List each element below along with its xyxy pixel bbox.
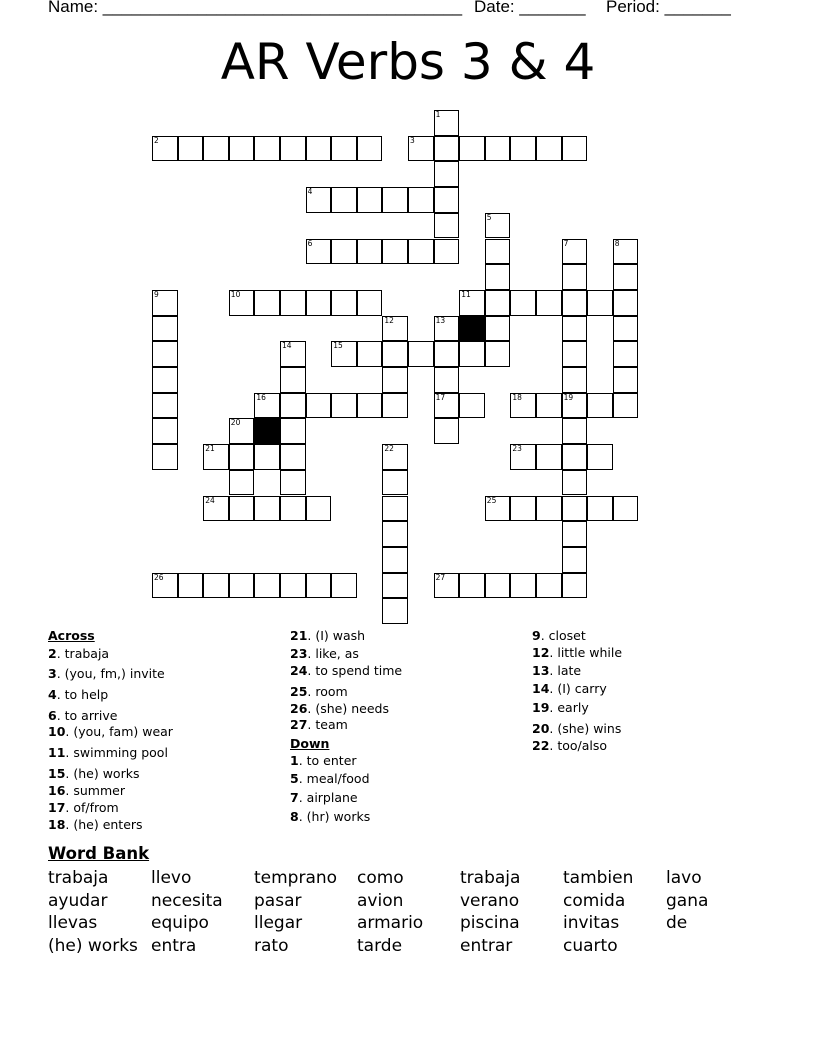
grid-cell[interactable] [152,316,178,342]
grid-cell[interactable] [229,573,255,599]
word-bank-word: tarde [357,935,403,956]
grid-cell[interactable] [562,470,588,496]
grid-cell[interactable] [434,187,460,213]
grid-cell[interactable] [536,573,562,599]
word-bank-word: llevas [48,913,98,933]
grid-cell[interactable] [587,444,613,470]
clue-item: 11. swimming pool [48,745,168,760]
grid-cell[interactable] [613,290,639,316]
clue-item: 9. closet [532,628,586,643]
word-bank-word: tambien [563,868,634,888]
clue-item-number: 7 [290,790,299,805]
clue-item-text: to arrive [64,708,118,723]
clue-item-text: late [557,663,582,678]
clue-number: 12 [384,315,394,325]
grid-cell[interactable] [434,213,460,239]
grid-cell[interactable] [536,444,562,470]
clue-item-text: (she) wins [557,721,622,736]
word-bank-word: (he) works [48,935,138,956]
grid-cell[interactable] [434,573,460,599]
clue-number: 11 [461,289,471,299]
clue-number: 4 [307,187,313,197]
grid-cell[interactable] [459,573,485,599]
clue-item-number: 27 [290,717,308,732]
clue-number: 23 [512,444,522,454]
clue-item: 17. of/from [48,800,119,815]
word-bank-word: trabaja [460,868,521,888]
word-bank-word: como [357,868,404,888]
clue-number: 15 [333,341,343,351]
grid-cell[interactable] [485,136,511,162]
clue-item-number: 26 [290,701,308,716]
grid-cell[interactable] [229,444,255,470]
grid-cell[interactable] [536,136,562,162]
clue-item-text: airplane [306,790,358,805]
clue-number: 1 [435,110,441,119]
clue-item-number: 11 [48,745,66,760]
clue-item-number: 22 [532,738,550,753]
word-bank-word: ayudar [48,890,108,911]
word-bank-word: de [666,913,688,933]
clue-item: 5. meal/food [290,771,370,786]
clue-item-number: 1 [290,753,299,768]
clue-item: 6. to arrive [48,708,118,723]
grid-cell[interactable] [280,290,306,316]
clue-number: 6 [307,238,313,248]
clue-item-number: 3 [48,666,57,681]
word-bank-word: armario [357,913,424,933]
grid-cell[interactable] [562,341,588,367]
grid-cell[interactable] [562,573,588,599]
grid-cell[interactable] [434,110,460,136]
grid-cell[interactable] [485,573,511,599]
grid-cell[interactable] [382,496,408,522]
clue-number: 25 [486,495,497,505]
clue-item-text: to spend time [315,663,403,678]
clue-item-text: (I) wash [315,628,366,643]
word-bank-word: verano [460,890,520,911]
clue-number: 17 [435,392,446,402]
grid-cell[interactable] [485,496,511,522]
word-bank-word: entra [151,935,197,956]
grid-cell[interactable] [536,496,562,522]
black-square [459,316,485,342]
clue-number: 13 [435,315,446,325]
word-bank-word: piscina [460,913,520,933]
clue-item: 4. to help [48,687,109,702]
grid-cell[interactable] [408,239,434,265]
grid-cell[interactable] [331,393,357,419]
grid-cell[interactable] [562,521,588,547]
clue-number: 16 [256,392,266,402]
clue-item-number: 24 [290,663,308,678]
grid-cell[interactable] [485,290,511,316]
clue-item-text: too/also [557,738,608,753]
clue-item-text: team [315,717,348,732]
clue-item-number: 21 [290,628,308,643]
clue-number: 5 [486,212,492,222]
word-bank-word: cuarto [563,935,618,956]
clue-number: 8 [614,238,620,248]
word-bank-word: comida [563,890,626,911]
grid-cell[interactable] [613,264,639,290]
clue-item: 1. to enter [290,753,357,768]
grid-cell[interactable] [331,136,357,162]
grid-cell[interactable] [510,496,536,522]
word-bank-word: entrar [460,935,513,956]
grid-cell[interactable] [254,573,280,599]
word-bank-word: necesita [151,890,223,911]
grid-cell[interactable] [562,367,588,393]
grid-cell[interactable] [306,136,332,162]
grid-cell[interactable] [434,341,460,367]
clue-number: 18 [512,392,522,402]
clue-number: 14 [282,341,292,351]
word-bank-word: llevo [151,868,192,888]
grid-cell[interactable] [562,418,588,444]
grid-cell[interactable] [280,573,306,599]
grid-cell[interactable] [229,496,255,522]
clue-number: 7 [563,238,569,248]
grid-cell[interactable] [434,393,460,419]
grid-cell[interactable] [331,290,357,316]
grid-cell[interactable] [434,239,460,265]
grid-cell[interactable] [382,521,408,547]
clue-item-number: 4 [48,687,57,702]
clue-number: 22 [384,444,394,454]
clue-item: 25. room [290,684,348,699]
grid-cell[interactable] [459,290,485,316]
grid-cell[interactable] [382,367,408,393]
grid-cell[interactable] [434,161,460,187]
grid-cell[interactable] [562,393,588,419]
clue-item-text: early [557,700,589,715]
grid-cell[interactable] [357,136,383,162]
grid-cell[interactable] [510,573,536,599]
clue-item-text: closet [548,628,586,643]
grid-cell[interactable] [613,316,639,342]
grid-cell[interactable] [485,341,511,367]
word-bank-word: equipo [151,913,209,933]
grid-cell[interactable] [408,341,434,367]
grid-cell[interactable] [382,444,408,470]
clue-item: 19. early [532,700,589,715]
word-bank-title: Word Bank [48,844,150,863]
grid-cell[interactable] [613,393,639,419]
grid-cell[interactable] [562,290,588,316]
clue-item: 13. late [532,663,582,678]
grid-cell[interactable] [587,496,613,522]
grid-cell[interactable] [459,341,485,367]
clue-item-number: 23 [290,646,308,661]
clue-item-text: of/from [73,800,119,815]
clue-item-text: (I) carry [557,681,607,696]
clue-item-text: swimming pool [73,745,168,760]
clue-item-number: 6 [48,708,57,723]
grid-cell[interactable] [280,136,306,162]
name-field[interactable]: Name: ______________________________________ [48,0,463,16]
clue-item-number: 10 [48,724,66,739]
grid-cell[interactable] [562,264,588,290]
grid-cell[interactable] [152,136,178,162]
grid-cell[interactable] [203,444,229,470]
clue-item: 18. (he) enters [48,817,143,832]
grid-cell[interactable] [280,470,306,496]
clue-item: 22. too/also [532,738,608,753]
clue-number: 21 [205,444,215,454]
word-bank-word: avion [357,890,404,911]
grid-cell[interactable] [280,444,306,470]
clue-item-text: (you, fm,) invite [64,666,165,681]
grid-cell[interactable] [434,367,460,393]
grid-cell[interactable] [357,239,383,265]
clue-number: 26 [154,572,164,582]
clue-number: 3 [410,135,415,145]
grid-cell[interactable] [280,393,306,419]
clue-item: 23. like, as [290,646,359,661]
clue-item-number: 14 [532,681,550,696]
clue-item-text: (hr) works [306,809,371,824]
grid-cell[interactable] [306,496,332,522]
grid-cell[interactable] [280,496,306,522]
clue-item-number: 19 [532,700,550,715]
grid-cell[interactable] [152,290,178,316]
black-square [254,418,280,444]
clue-item-text: (he) enters [73,817,143,832]
word-bank-word: invitas [563,913,620,933]
grid-cell[interactable] [357,187,383,213]
grid-cell[interactable] [331,341,357,367]
word-bank-word: rato [254,935,289,956]
grid-cell[interactable] [536,290,562,316]
grid-cell[interactable] [254,496,280,522]
word-bank-word: temprano [254,868,338,888]
clue-item: 3. (you, fm,) invite [48,666,165,681]
clue-item-text: little while [557,645,623,660]
clue-item: 27. team [290,717,348,732]
grid-cell[interactable] [152,573,178,599]
date-field[interactable]: Date: _______ [474,0,586,16]
grid-cell[interactable] [459,136,485,162]
clue-heading: Across [48,628,95,643]
grid-cell[interactable] [434,316,460,342]
clue-item-text: trabaja [64,646,110,661]
grid-cell[interactable] [587,290,613,316]
grid-cell[interactable] [562,136,588,162]
clue-number: 27 [435,572,446,582]
grid-cell[interactable] [382,573,408,599]
clue-item-number: 18 [48,817,66,832]
grid-cell[interactable] [382,470,408,496]
clue-number: 9 [154,289,159,299]
word-bank-word: gana [666,890,709,911]
grid-cell[interactable] [485,213,511,239]
grid-cell[interactable] [229,418,255,444]
clue-item: 12. little while [532,645,623,660]
clue-item: 20. (she) wins [532,721,622,736]
grid-cell[interactable] [382,239,408,265]
clue-item: 21. (I) wash [290,628,366,643]
grid-cell[interactable] [434,136,460,162]
clue-item-text: room [315,684,348,699]
clue-item-number: 5 [290,771,299,786]
grid-cell[interactable] [382,187,408,213]
grid-cell[interactable] [306,239,332,265]
grid-cell[interactable] [306,290,332,316]
grid-cell[interactable] [203,573,229,599]
clue-number: 10 [230,289,241,299]
clue-item-number: 20 [532,721,550,736]
grid-cell[interactable] [254,444,280,470]
grid-cell[interactable] [254,393,280,419]
grid-cell[interactable] [331,187,357,213]
grid-cell[interactable] [357,290,383,316]
grid-cell[interactable] [331,573,357,599]
grid-cell[interactable] [562,444,588,470]
clue-item-number: 9 [532,628,541,643]
word-bank-word: pasar [254,890,302,911]
word-bank-word: trabaja [48,868,109,888]
clue-item: 24. to spend time [290,663,403,678]
grid-cell[interactable] [306,573,332,599]
clue-item: 10. (you, fam) wear [48,724,173,739]
grid-cell[interactable] [280,418,306,444]
grid-cell[interactable] [229,470,255,496]
grid-cell[interactable] [510,136,536,162]
grid-cell[interactable] [510,444,536,470]
grid-cell[interactable] [562,316,588,342]
grid-cell[interactable] [613,367,639,393]
page-title: AR Verbs 3 & 4 [220,33,596,91]
grid-cell[interactable] [459,393,485,419]
grid-cell[interactable] [562,496,588,522]
clue-number: 20 [230,418,241,428]
grid-cell[interactable] [536,393,562,419]
grid-cell[interactable] [510,393,536,419]
clue-item: 16. summer [48,783,125,798]
grid-cell[interactable] [331,239,357,265]
clue-item-text: like, as [315,646,359,661]
grid-cell[interactable] [382,341,408,367]
grid-cell[interactable] [382,598,408,624]
clue-item-number: 15 [48,766,66,781]
grid-cell[interactable] [485,264,511,290]
grid-cell[interactable] [382,547,408,573]
grid-cell[interactable] [203,136,229,162]
grid-cell[interactable] [152,393,178,419]
grid-cell[interactable] [306,187,332,213]
clue-number: 24 [205,495,215,505]
clue-item: 8. (hr) works [290,809,371,824]
clue-item-text: to help [64,687,109,702]
grid-cell[interactable] [229,136,255,162]
clue-item-number: 8 [290,809,299,824]
grid-cell[interactable] [229,290,255,316]
grid-cell[interactable] [357,341,383,367]
clue-item-number: 13 [532,663,550,678]
clue-item: 26. (she) needs [290,701,389,716]
clue-item-number: 2 [48,646,57,661]
grid-cell[interactable] [562,547,588,573]
grid-cell[interactable] [485,316,511,342]
clue-item-text: (she) needs [315,701,389,716]
clue-item: 14. (I) carry [532,681,607,696]
grid-cell[interactable] [203,496,229,522]
grid-cell[interactable] [306,393,332,419]
clue-item-number: 16 [48,783,66,798]
grid-cell[interactable] [280,367,306,393]
clue-item-number: 25 [290,684,308,699]
grid-cell[interactable] [152,367,178,393]
grid-cell[interactable] [178,136,204,162]
grid-cell[interactable] [152,444,178,470]
clue-item-text: meal/food [306,771,370,786]
grid-cell[interactable] [152,418,178,444]
grid-cell[interactable] [152,341,178,367]
clue-heading: Down [290,736,330,751]
grid-cell[interactable] [254,136,280,162]
clue-item-text: summer [73,783,125,798]
grid-cell[interactable] [382,393,408,419]
clue-item: 7. airplane [290,790,358,805]
clue-item-text: to enter [306,753,357,768]
grid-cell[interactable] [613,496,639,522]
grid-cell[interactable] [562,239,588,265]
grid-cell[interactable] [408,187,434,213]
grid-cell[interactable] [178,573,204,599]
period-field[interactable]: Period: _______ [606,0,731,16]
grid-cell[interactable] [434,418,460,444]
clue-item: 2. trabaja [48,646,110,661]
clue-item-text: (he) works [73,766,140,781]
grid-cell[interactable] [613,239,639,265]
word-bank-word: llegar [254,913,303,933]
grid-cell[interactable] [587,393,613,419]
grid-cell[interactable] [280,341,306,367]
grid-cell[interactable] [485,239,511,265]
clue-number: 19 [563,392,574,402]
grid-cell[interactable] [408,136,434,162]
clue-item-number: 12 [532,645,550,660]
clue-item-number: 17 [48,800,66,815]
clue-item: 15. (he) works [48,766,140,781]
word-bank-word: lavo [666,868,702,888]
clue-number: 2 [154,135,159,145]
grid-cell[interactable] [357,393,383,419]
grid-cell[interactable] [382,316,408,342]
clue-item-text: (you, fam) wear [73,724,173,739]
grid-cell[interactable] [613,341,639,367]
grid-cell[interactable] [254,290,280,316]
grid-cell[interactable] [510,290,536,316]
